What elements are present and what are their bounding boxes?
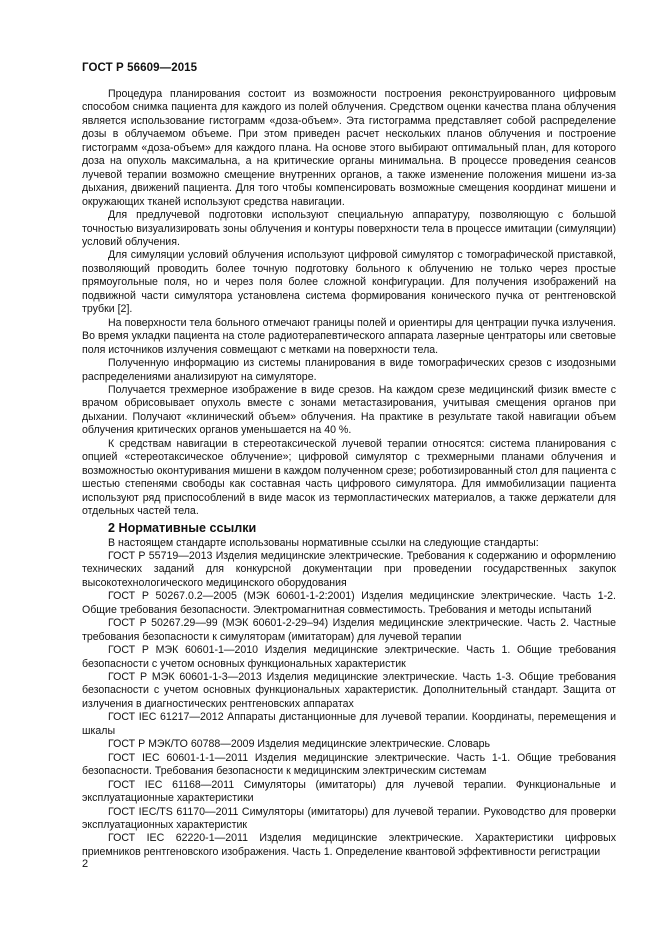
reference-item: ГОСТ Р МЭК 60601-1-3—2013 Изделия медицинские электрические. Часть 1-3. Общие требования безопасности с учетом основных функциональных характеристик. Дополнительный стандарт. Защита от излучения в диагностических рентгеновских аппаратах: [82, 671, 616, 710]
reference-item: ГОСТ IEC 61217—2012 Аппараты дистанционные для лучевой терапии. Координаты, перемещения и шкалы: [82, 711, 616, 737]
section-intro: В настоящем стандарте использованы нормативные ссылки на следующие стандарты:: [108, 536, 539, 549]
reference-item: ГОСТ IEC 62220-1—2011 Изделия медицинские электрические. Характеристики цифровых приемников рентгеновского изображения. Часть 1. Определение квантовой эффективности регистрации: [82, 832, 616, 858]
reference-item: ГОСТ Р МЭК/ТО 60788—2009 Изделия медицинские электрические. Словарь: [108, 738, 491, 751]
paragraph: Процедура планирования состоит из возможности построения реконструированного цифровым способом снимка пациента для каждого из полей облучения. Средством оценки качества плана облучения является использование гистограмм «доза-объем». Эта гистограмма представляет собой распределение дозы в облучаемом объеме. При этом приведен расчет нескольких планов облучения и построение гистограмм «доза-объем» для каждого плана. На основе этого выбирают оптимальный план, для которого доза на опухоль максимальна, а на критические органы минимальна. В процессе проведения сеансов лучевой терапии возможно смещение внутренних органов, а также изменение положения мишени из-за дыхания, движений пациента. Для того чтобы компенсировать возможные смещения координат мишени и окружающих тканей используют средства навигации.: [82, 88, 616, 208]
paragraph: Для симуляции условий облучения используют цифровой симулятор с томографической приставкой, позволяющий проводить более точную подготовку больного к облучению не только через простые прямоугольные поля, но и через поля более сложной конфигурации. Для получения изображений на подвижной части симулятора установлена система формирования конического пучка от рентгеновской трубки [2].: [82, 249, 616, 316]
paragraph: К средствам навигации в стереотаксической лучевой терапии относятся: система планирования с опцией «стереотаксическое облучение»; цифровой симулятор с трехмерными планами облучения и возможностью оконтуривания мишени в каждом полученном срезе; роботизированный стол для пациента с шестью степенями свободы как составная часть цифрового симулятора. Для иммобилизации пациента используют ряд приспособлений в виде масок из термопластических материалов, а также держатели для отдельных частей тела.: [82, 437, 616, 518]
reference-item: ГОСТ Р 50267.0.2—2005 (МЭК 60601-1-2:2001) Изделия медицинские электрические. Часть 1-2. Общие требования безопасности. Электромагнитная совместимость. Требования и методы испытаний: [82, 590, 616, 616]
document-body: [82, 88, 616, 859]
reference-item: ГОСТ IEC/TS 61170—2011 Симуляторы (имитаторы) для лучевой терапии. Руководство для проверки эксплуатационных характеристик: [82, 805, 616, 832]
reference-item: ГОСТ IEC 60601-1-1—2011 Изделия медицинские электрические. Часть 1-1. Общие требования безопасности. Требования безопасности к медицинским электрическим системам: [82, 751, 616, 778]
paragraph: Получается трехмерное изображение в виде срезов. На каждом срезе медицинский физик вместе с врачом обрисовывает опухоль вместе с зонами метастазирования, учитывая смещения органов при дыхании. Получают «клинический объем» облучения. На практике в результате такой навигации объем облучения критических органов уменьшается на 40 %.: [82, 383, 616, 437]
reference-item: ГОСТ Р 50267.29—99 (МЭК 60601-2-29–94) Изделия медицинские электрические. Часть 2. Частные требования безопасности к симуляторам (имитаторам) для лучевой терапии: [82, 617, 616, 643]
reference-item: ГОСТ Р 55719—2013 Изделия медицинские электрические. Требования к содержанию и оформлению технических заданий для конкурсной документации при проведении государственных закупок высокотехнологического медицинского оборудования: [82, 549, 616, 589]
section-heading: 2 Нормативные ссылки: [108, 520, 257, 535]
page-number: 2: [82, 858, 89, 870]
reference-item: ГОСТ IEC 61168—2011 Симуляторы (имитаторы) для лучевой терапии. Функциональные и эксплуатационные характеристики: [82, 778, 616, 805]
reference-item: ГОСТ Р МЭК 60601-1—2010 Изделия медицинские электрические. Часть 1. Общие требования безопасности с учетом основных функциональных характеристик: [82, 644, 616, 670]
paragraph: На поверхности тела больного отмечают границы полей и ориентиры для центрации пучка излучения. Во время укладки пациента на столе радиотерапевтического аппарата лазерные центраторы или световые поля источников излучения совмещают с метками на поверхности тела.: [82, 316, 616, 356]
paragraph: Для предлучевой подготовки используют специальную аппаратуру, позволяющую с большой точностью визуализировать зоны облучения и контуры поверхности тела в процессе имитации (симуляции) условий облучения.: [82, 209, 616, 248]
paragraph: Полученную информацию из системы планирования в виде томографических срезов с изодозными распределениями анализируют на симуляторе.: [82, 357, 616, 383]
standard-header: ГОСТ Р 56609—2015: [82, 62, 198, 74]
